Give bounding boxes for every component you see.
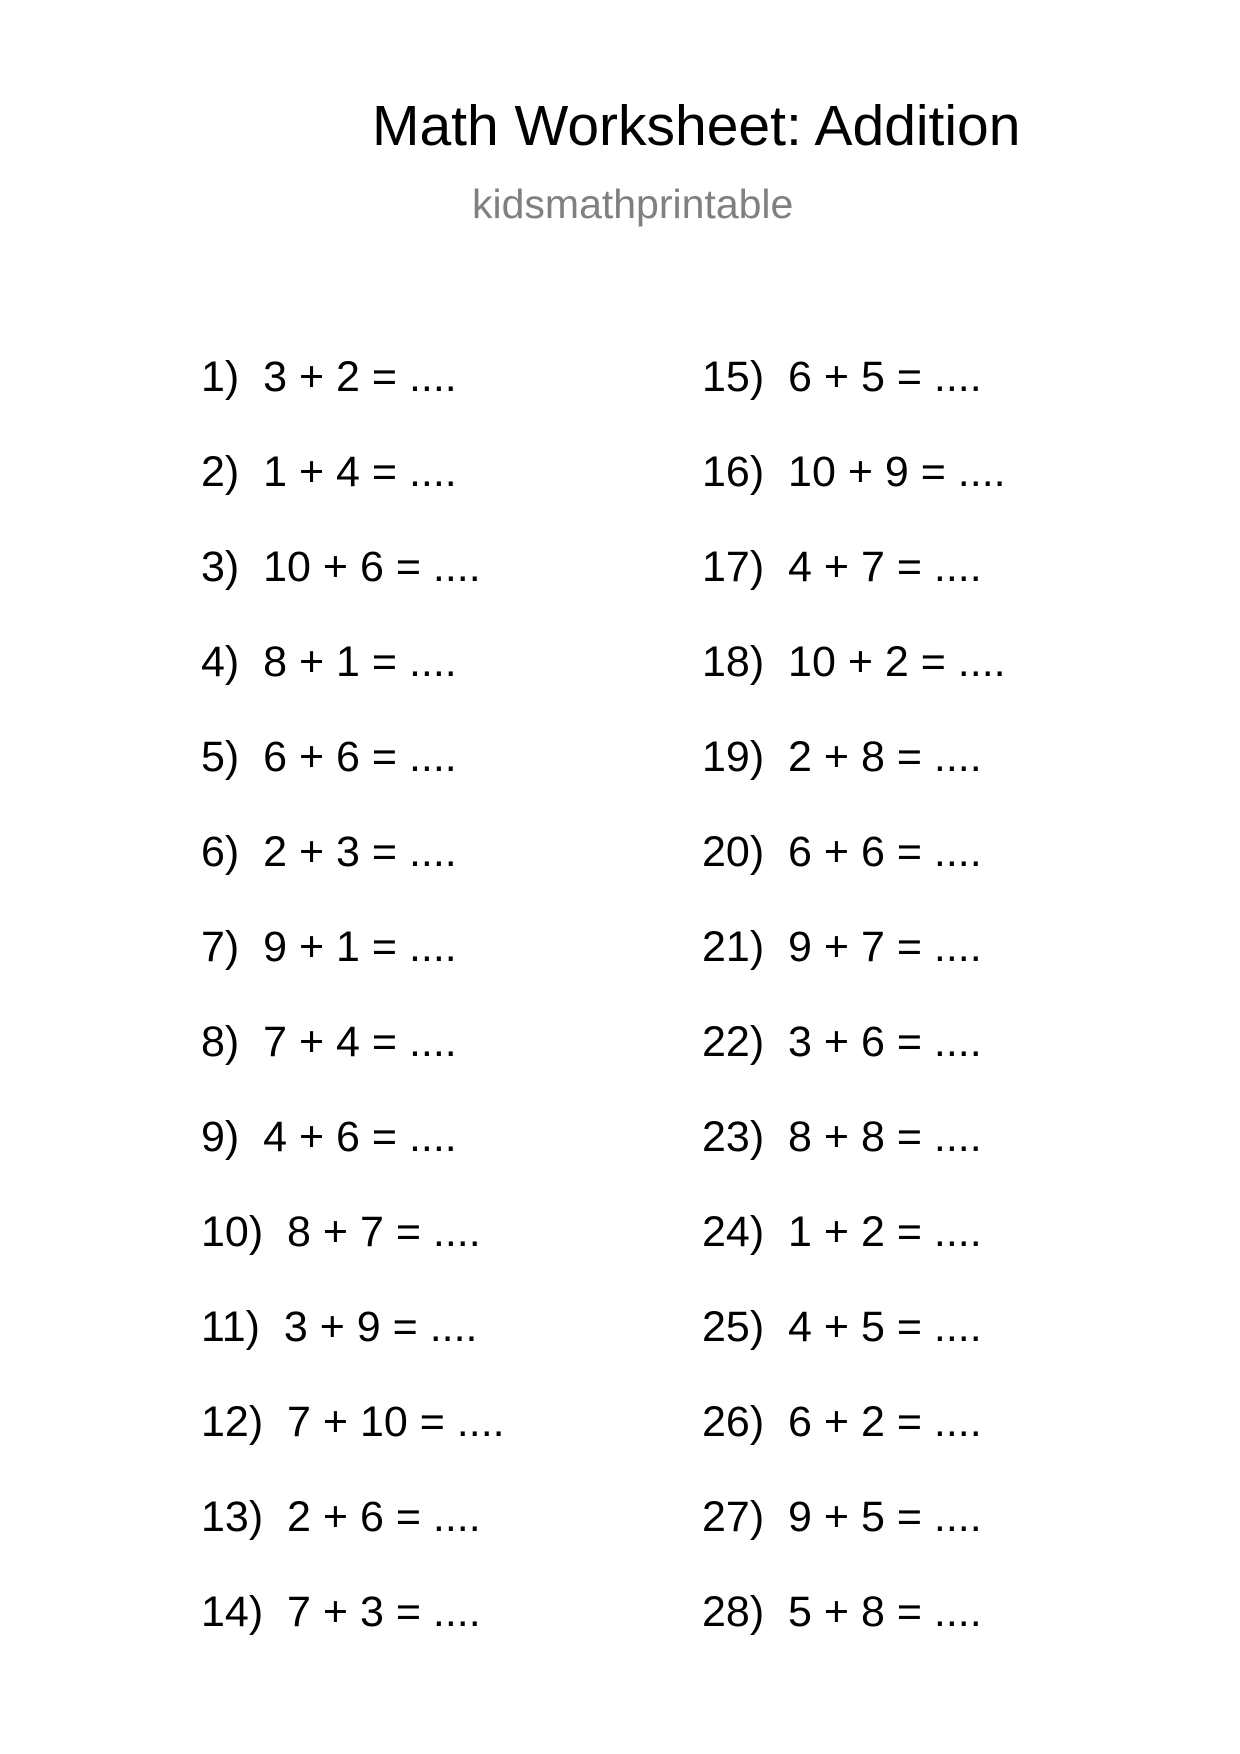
problem-item: 5) 6 + 6 = .... [201,733,457,781]
problem-item: 6) 2 + 3 = .... [201,828,457,876]
problem-item: 22) 3 + 6 = .... [702,1018,982,1066]
problem-item: 15) 6 + 5 = .... [702,353,982,401]
worksheet-subtitle: kidsmathprintable [472,181,794,227]
problem-item: 23) 8 + 8 = .... [702,1113,982,1161]
problem-item: 20) 6 + 6 = .... [702,828,982,876]
problem-item: 26) 6 + 2 = .... [702,1398,982,1446]
problem-item: 14) 7 + 3 = .... [201,1588,481,1636]
problem-item: 28) 5 + 8 = .... [702,1588,982,1636]
problem-item: 18) 10 + 2 = .... [702,638,1006,686]
problem-item: 19) 2 + 8 = .... [702,733,982,781]
problem-item: 11) 3 + 9 = .... [201,1303,478,1351]
problem-item: 1) 3 + 2 = .... [201,353,457,401]
problem-item: 24) 1 + 2 = .... [702,1208,982,1256]
problem-item: 25) 4 + 5 = .... [702,1303,982,1351]
problem-item: 21) 9 + 7 = .... [702,923,982,971]
worksheet-title: Math Worksheet: Addition [372,94,1021,158]
problem-item: 7) 9 + 1 = .... [201,923,457,971]
problem-item: 16) 10 + 9 = .... [702,448,1006,496]
problem-item: 2) 1 + 4 = .... [201,448,457,496]
problem-item: 17) 4 + 7 = .... [702,543,982,591]
problem-item: 13) 2 + 6 = .... [201,1493,481,1541]
problem-item: 9) 4 + 6 = .... [201,1113,457,1161]
problem-item: 27) 9 + 5 = .... [702,1493,982,1541]
problem-item: 4) 8 + 1 = .... [201,638,457,686]
problem-item: 12) 7 + 10 = .... [201,1398,505,1446]
problem-item: 10) 8 + 7 = .... [201,1208,481,1256]
problem-item: 8) 7 + 4 = .... [201,1018,457,1066]
problem-item: 3) 10 + 6 = .... [201,543,481,591]
